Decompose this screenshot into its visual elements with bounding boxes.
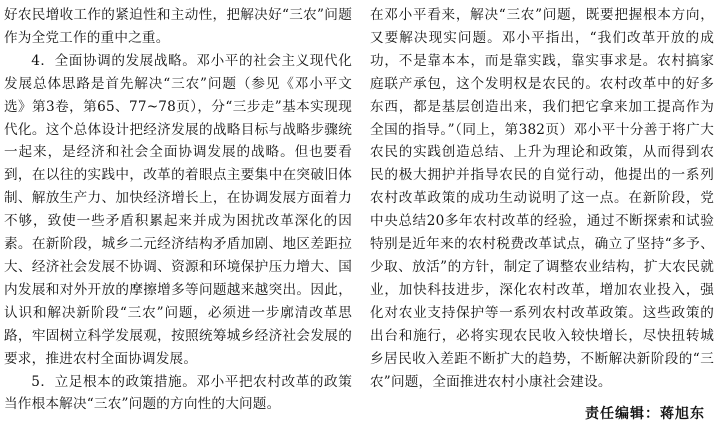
paragraph-continuation: 好农民增收工作的紧迫性和主动性，把解决好“三农”问题作为全党工作的重中之重。 <box>4 7 352 46</box>
paragraph-policy-measures: 5．立足根本的政策措施。邓小平把农村改革的政策当作根本解决“三农”问题的方向性的大问题。 <box>4 373 352 413</box>
paragraph-policy-continuation: 在邓小平看来，解决“三农”问题，既要把握根本方向，又要解决现实问题。邓小平指出，“我们改革开放的成功，不是靠本本，而是靠实践，靠实事求是。农村搞家庭联产承包，这个发明权是农民的。农村改革中的好多东西，都是基层创造出来，我们把它拿来加工提高作为全国的指导。”（同上，第382页）邓小平十分善于将广大农民的实践创造总结、上升为理论和政策，从而得到农民的极大拥护并指导农民的自觉行动，他提出的一系列农村改革政策的成功生动说明了这一点。在新阶段，党中央总结20多年农村改革的经验，通过不断探索和试验特别是近年来的农村税费改革试点，确立了坚持“多予、少取、放活”的方针，制定了调整农业结构，扩大农民就业，加快科技进步，深化农村改革，增加农业投入，强化对农业支持保护等一系列农村改革政策。这些政策的出台和施行，必将实现农民收入较快增长，尽快扭转城乡居民收入差距不断扩大的趋势，不断解决新阶段的“三农”问题，全面推进农村小康社会建设。 <box>370 7 714 390</box>
editor-credit: 责任编辑：蒋旭东 <box>585 406 705 422</box>
right-column <box>370 4 714 393</box>
left-column <box>4 4 352 416</box>
paragraph-development-strategy: 4．全面协调的发展战略。邓小平的社会主义现代化发展总体思路是首先解决“三农”问题（参见《邓小平文选》第3卷，第65、77~78页），分“三步走”基本实现现代化。这个总体设计把经济发展的战略目标与战略步骤统一起来，是经济和社会全面协调发展的战略。但也要看到，在以往的实践中，改革的着眼点主要集中在突破旧体制、解放生产力、加快经济增长上，在协调发展方面着力不够，致使一些矛盾积累起来并成为困扰改革深化的因素。在新阶段，城乡二元经济结构矛盾加剧、地区差距拉大、经济社会发展不协调、资源和环境保护压力增大、国内发展和对外开放的摩擦增多等问题越来越突出。因此，认识和解决新阶段“三农”问题，必须进一步廓清改革思路，牢固树立科学发展观，按照统筹城乡经济社会发展的要求，推进农村全面协调发展。 <box>4 52 352 367</box>
